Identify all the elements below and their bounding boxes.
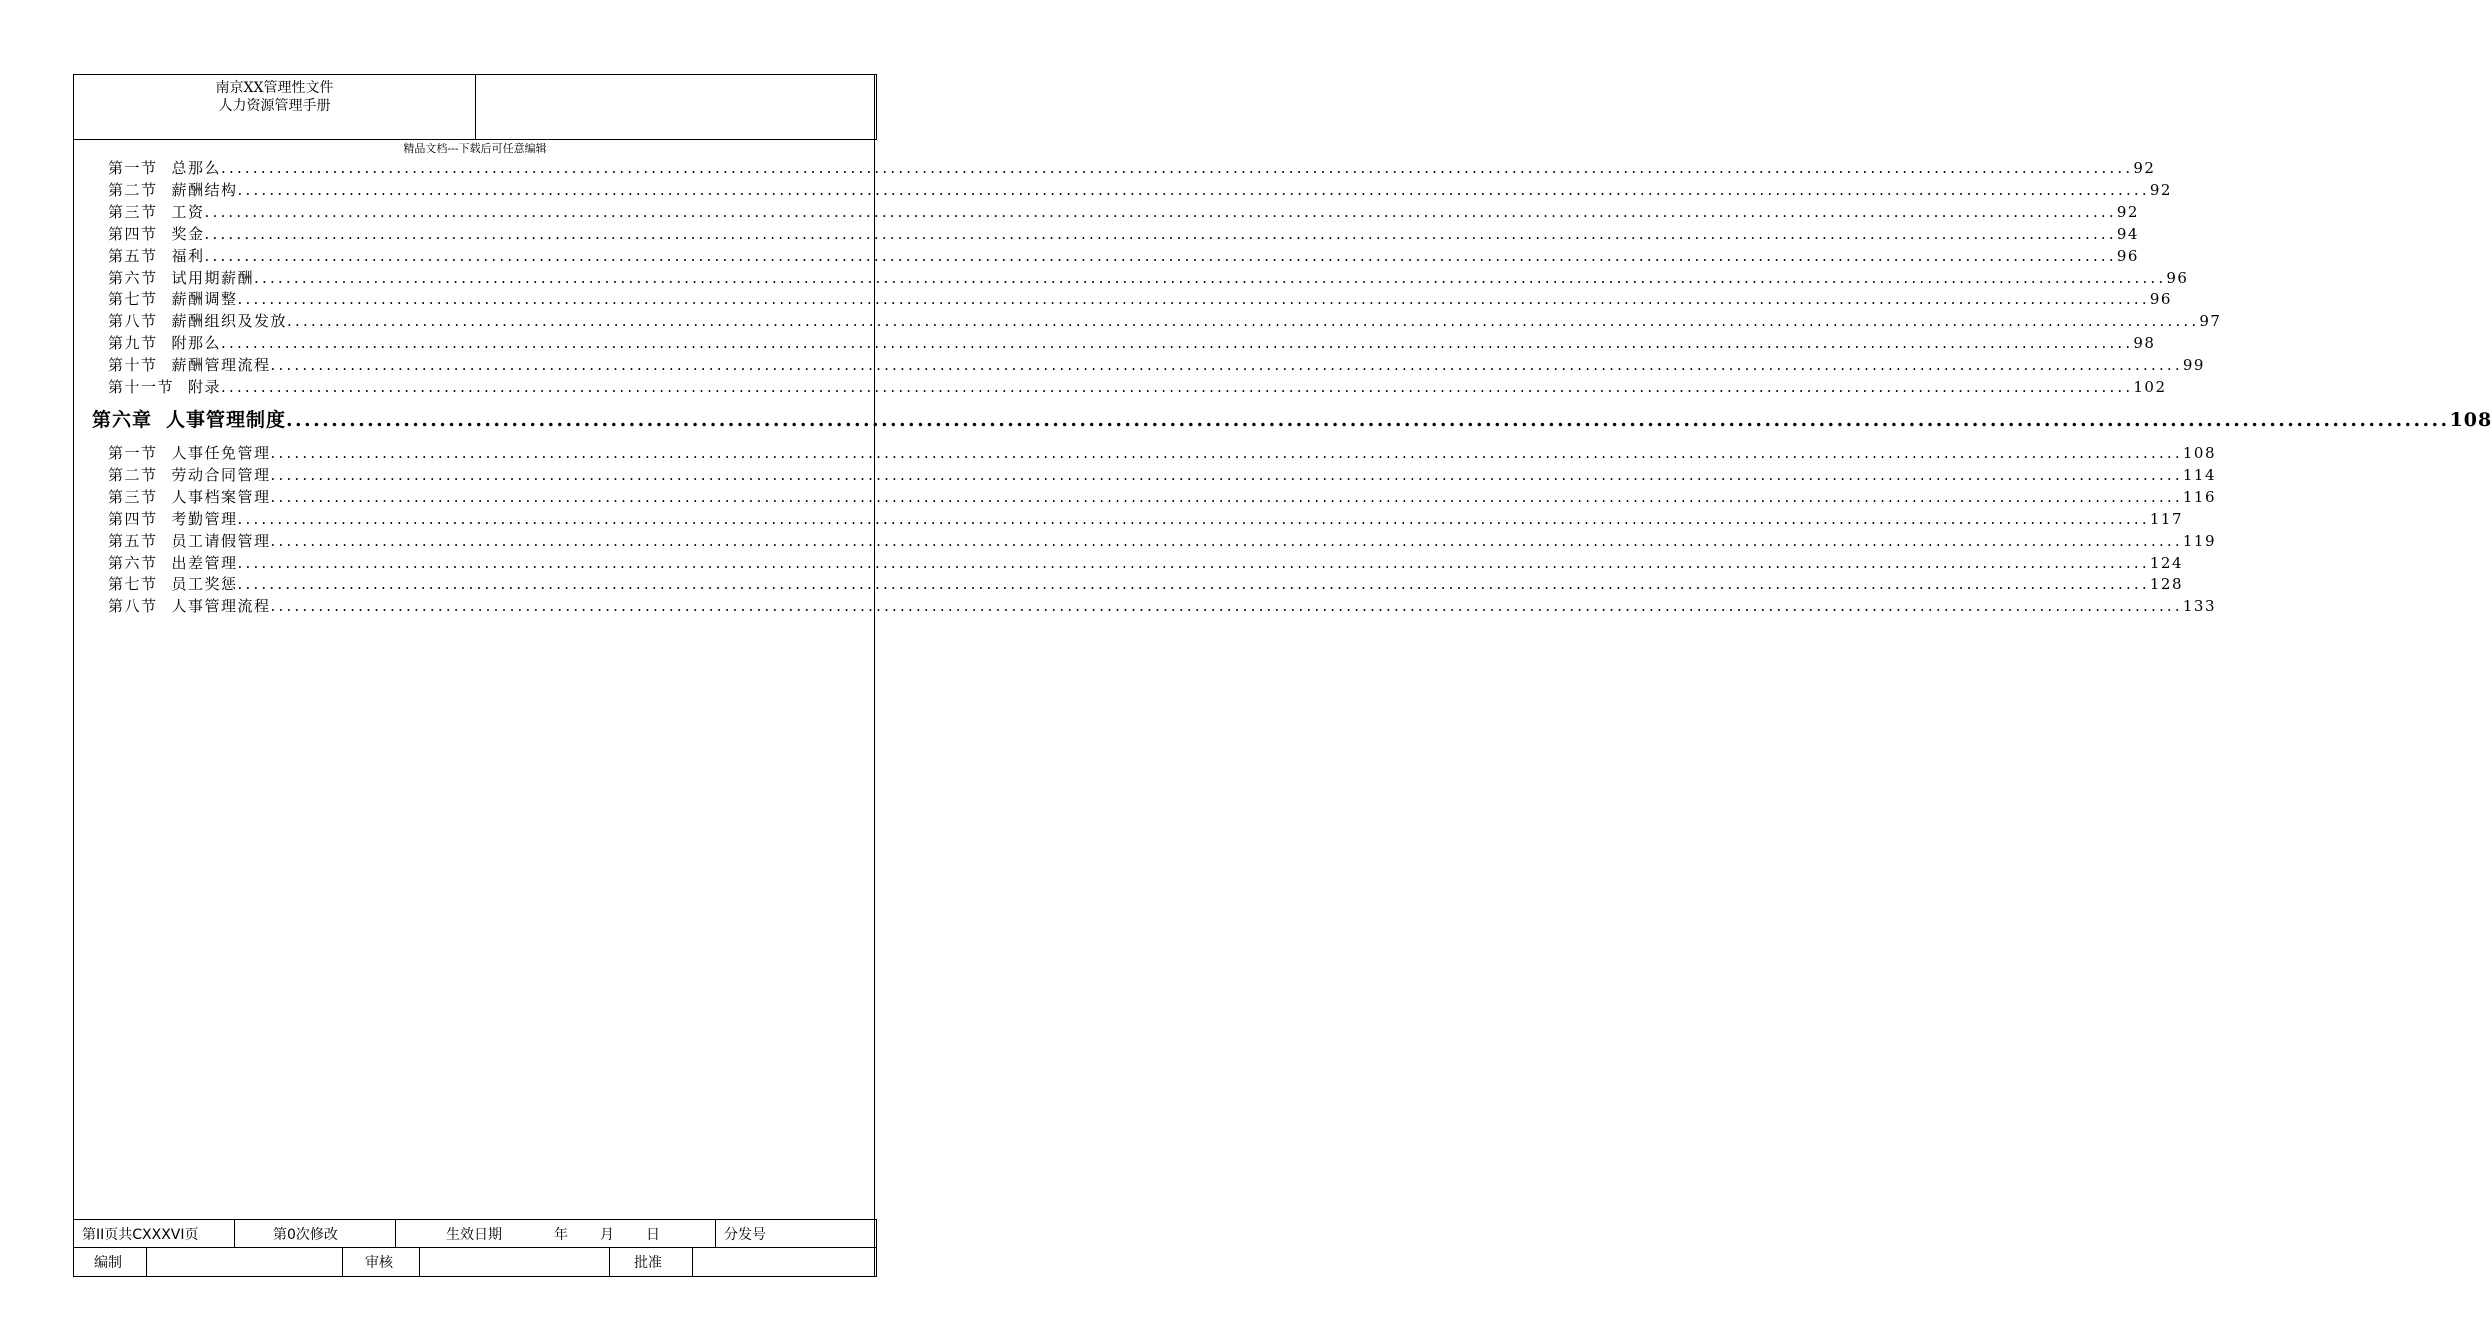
toc-section-entry <box>108 157 2156 179</box>
footer-reviewed-value <box>420 1248 610 1276</box>
toc-leader-dots: ................................................................................................................................................................................................................................................ <box>237 180 2150 199</box>
footer-day: 日 <box>646 1226 660 1243</box>
toc-entry-heading <box>108 332 221 353</box>
toc-section-entry <box>108 201 2139 223</box>
toc-entry-number: 第七节 <box>108 575 158 594</box>
toc-entry-number: 第六节 <box>108 268 158 287</box>
toc-entry-number: 第六节 <box>108 553 158 572</box>
toc-section-entry <box>108 332 2156 354</box>
toc-entry-title: 薪酬管理流程 <box>171 356 271 375</box>
footer-reviewed-label: 审核 <box>343 1248 420 1276</box>
toc-entry-page-number: 96 <box>2116 246 2139 265</box>
toc-entry-number: 第九节 <box>108 334 158 353</box>
toc-entry-heading <box>108 288 238 309</box>
toc-leader-dots: ................................................................................................................................................................................................................................................ <box>270 465 2183 484</box>
toc-leader-dots: ................................................................................................................................................................................................................................................ <box>221 159 2134 177</box>
toc-entry-page-number: 114 <box>2182 465 2217 484</box>
toc-section-entry <box>108 508 2184 530</box>
toc-entry-page-number: 96 <box>2149 290 2172 309</box>
toc-entry-page-number: 99 <box>2182 356 2205 375</box>
toc-entry-number: 第四节 <box>108 224 158 243</box>
toc-entry-number: 第八节 <box>108 597 158 616</box>
footer-effective-date <box>396 1220 716 1247</box>
toc-entry-title: 员工请假管理 <box>171 531 271 550</box>
toc-entry-heading <box>108 223 205 244</box>
toc-section-entry <box>108 288 2172 310</box>
toc-entry-title: 试用期薪酬 <box>171 268 255 287</box>
toc-leader-dots: ................................................................................................................................................................................................................................................ <box>221 334 2134 353</box>
footer-month: 月 <box>600 1226 614 1243</box>
toc-section-entry <box>108 245 2139 267</box>
toc-section-entry <box>108 223 2139 245</box>
toc-entry-title: 人事管理制度 <box>166 409 287 431</box>
toc-entry-title: 奖金 <box>171 224 205 243</box>
toc-entry-heading <box>108 354 271 375</box>
footer-distribution: 分发号 <box>724 1226 766 1243</box>
toc-leader-dots: ................................................................................................................................................................................................................................................ <box>237 509 2150 528</box>
footer-compiled-value <box>147 1248 343 1276</box>
toc-entry-title: 附那么 <box>171 334 222 353</box>
toc-entry-heading <box>108 573 238 594</box>
toc-entry-page-number: 92 <box>2149 180 2172 199</box>
toc-entry-number: 第三节 <box>108 487 158 506</box>
document-footer <box>73 1219 877 1277</box>
footer-approved-label: 批准 <box>610 1248 693 1276</box>
toc-section-entry <box>108 354 2205 376</box>
toc-section-entry <box>108 442 2217 464</box>
toc-entry-page-number: 92 <box>2116 202 2139 221</box>
toc-entry-title: 员工奖惩 <box>171 575 238 594</box>
toc-entry-title: 总那么 <box>171 159 222 177</box>
footer-page-info: 第II页共CXXXVI页 <box>74 1220 235 1247</box>
toc-entry-page-number: 97 <box>2199 312 2222 331</box>
toc-entry-page-number: 94 <box>2116 224 2139 243</box>
toc-leader-dots: ................................................................................................................................................................................................................................................ <box>287 312 2200 331</box>
toc-entry-title: 人事档案管理 <box>171 487 271 506</box>
toc-section-entry <box>108 530 2217 552</box>
header-manual-title: 人力资源管理手册 <box>218 98 331 114</box>
toc-entry-heading <box>108 530 271 551</box>
toc-entry-heading <box>108 267 254 288</box>
toc-entry-heading <box>108 179 238 200</box>
toc-entry-number: 第二节 <box>108 465 158 484</box>
toc-leader-dots: ................................................................................................................................................................................................................................................ <box>270 597 2183 616</box>
toc-entry-heading <box>108 376 221 397</box>
toc-entry-page-number: 96 <box>2166 268 2189 287</box>
toc-leader-dots: ................................................................................................................................................................................................................................................ <box>254 268 2167 287</box>
toc-leader-dots: ................................................................................................................................................................................................................................................ <box>286 409 2450 431</box>
footer-row-signoff <box>74 1248 876 1276</box>
toc-section-entry <box>108 179 2172 201</box>
toc-entry-heading <box>108 552 238 573</box>
toc-entry-title: 附录 <box>188 378 222 396</box>
toc-entry-heading <box>108 486 271 507</box>
toc-leader-dots: ................................................................................................................................................................................................................................................ <box>237 575 2150 594</box>
toc-entry-page-number: 117 <box>2149 509 2184 528</box>
toc-entry-heading <box>108 595 271 616</box>
toc-entry-number: 第五节 <box>108 531 158 550</box>
toc-entry-number: 第十节 <box>108 356 158 375</box>
toc-section-entry <box>108 486 2217 508</box>
toc-entry-page-number: 133 <box>2182 597 2217 616</box>
toc-leader-dots: ................................................................................................................................................................................................................................................ <box>204 246 2117 265</box>
footer-effective-label: 生效日期 <box>446 1226 502 1243</box>
toc-section-entry <box>108 573 2184 595</box>
toc-leader-dots: ................................................................................................................................................................................................................................................ <box>270 487 2183 506</box>
footer-row-info <box>74 1220 876 1248</box>
toc-entry-page-number: 128 <box>2149 575 2184 594</box>
toc-section-entry <box>108 552 2184 574</box>
toc-entry-number: 第一节 <box>108 159 158 177</box>
toc-entry-title: 薪酬调整 <box>171 290 238 309</box>
toc-entry-title: 工资 <box>171 202 205 221</box>
toc-entry-page-number: 116 <box>2182 487 2217 506</box>
toc-entry-heading <box>108 157 221 178</box>
toc-leader-dots: ................................................................................................................................................................................................................................................ <box>204 202 2117 221</box>
toc-entry-page-number: 108 <box>2449 409 2492 431</box>
toc-section-entry <box>108 376 2167 398</box>
toc-entry-number: 第二节 <box>108 180 158 199</box>
toc-entry-title: 薪酬结构 <box>171 180 238 199</box>
footer-year: 年 <box>554 1226 568 1243</box>
toc-section-entry <box>108 595 2217 617</box>
toc-entry-number: 第五节 <box>108 246 158 265</box>
toc-entry-title: 人事任免管理 <box>171 444 271 462</box>
toc-entry-title: 薪酬组织及发放 <box>171 312 288 331</box>
toc-entry-heading <box>108 310 287 331</box>
toc-section-entry <box>108 464 2217 486</box>
toc-section-entry <box>108 267 2189 289</box>
toc-entry-page-number: 119 <box>2182 531 2217 550</box>
toc-entry-number: 第十一节 <box>108 378 175 396</box>
toc-entry-number: 第三节 <box>108 202 158 221</box>
toc-entry-title: 福利 <box>171 246 205 265</box>
toc-chapter-entry <box>92 405 2492 433</box>
footer-approved-value <box>693 1248 876 1276</box>
toc-entry-heading <box>108 508 238 529</box>
toc-entry-number: 第六章 <box>92 409 153 431</box>
toc-entry-heading <box>108 245 205 266</box>
toc-leader-dots: ................................................................................................................................................................................................................................................ <box>270 444 2183 462</box>
toc-entry-page-number: 102 <box>2133 378 2167 396</box>
toc-entry-heading <box>92 405 286 432</box>
toc-entry-number: 第七节 <box>108 290 158 309</box>
toc-entry-number: 第八节 <box>108 312 158 331</box>
toc-entry-heading <box>108 442 271 463</box>
toc-section-entry <box>108 310 2222 332</box>
toc-leader-dots: ................................................................................................................................................................................................................................................ <box>237 290 2150 309</box>
footer-compiled-label: 编制 <box>74 1248 147 1276</box>
toc-leader-dots: ................................................................................................................................................................................................................................................ <box>237 553 2150 572</box>
toc-leader-dots: ................................................................................................................................................................................................................................................ <box>270 356 2183 375</box>
toc-entry-page-number: 108 <box>2182 444 2217 462</box>
toc-entry-page-number: 124 <box>2149 553 2184 572</box>
toc-entry-number: 第四节 <box>108 509 158 528</box>
toc-entry-number: 第一节 <box>108 444 158 462</box>
toc-entry-title: 人事管理流程 <box>171 597 271 616</box>
toc-leader-dots: ................................................................................................................................................................................................................................................ <box>270 531 2183 550</box>
toc-entry-title: 考勤管理 <box>171 509 238 528</box>
toc-entry-title: 出差管理 <box>171 553 238 572</box>
toc-entry-page-number: 98 <box>2133 334 2156 353</box>
toc-entry-page-number: 92 <box>2133 159 2156 177</box>
toc-entry-title: 劳动合同管理 <box>171 465 271 484</box>
toc-leader-dots: ................................................................................................................................................................................................................................................ <box>221 378 2134 396</box>
toc-entry-heading <box>108 464 271 485</box>
footer-revision: 第0次修改 <box>235 1220 396 1247</box>
watermark-text: 精品文档---下载后可任意编辑 <box>403 142 547 155</box>
toc-leader-dots: ................................................................................................................................................................................................................................................ <box>204 224 2117 243</box>
header-company-line: 南京XX管理性文件 <box>215 80 334 96</box>
toc-entry-heading <box>108 201 205 222</box>
